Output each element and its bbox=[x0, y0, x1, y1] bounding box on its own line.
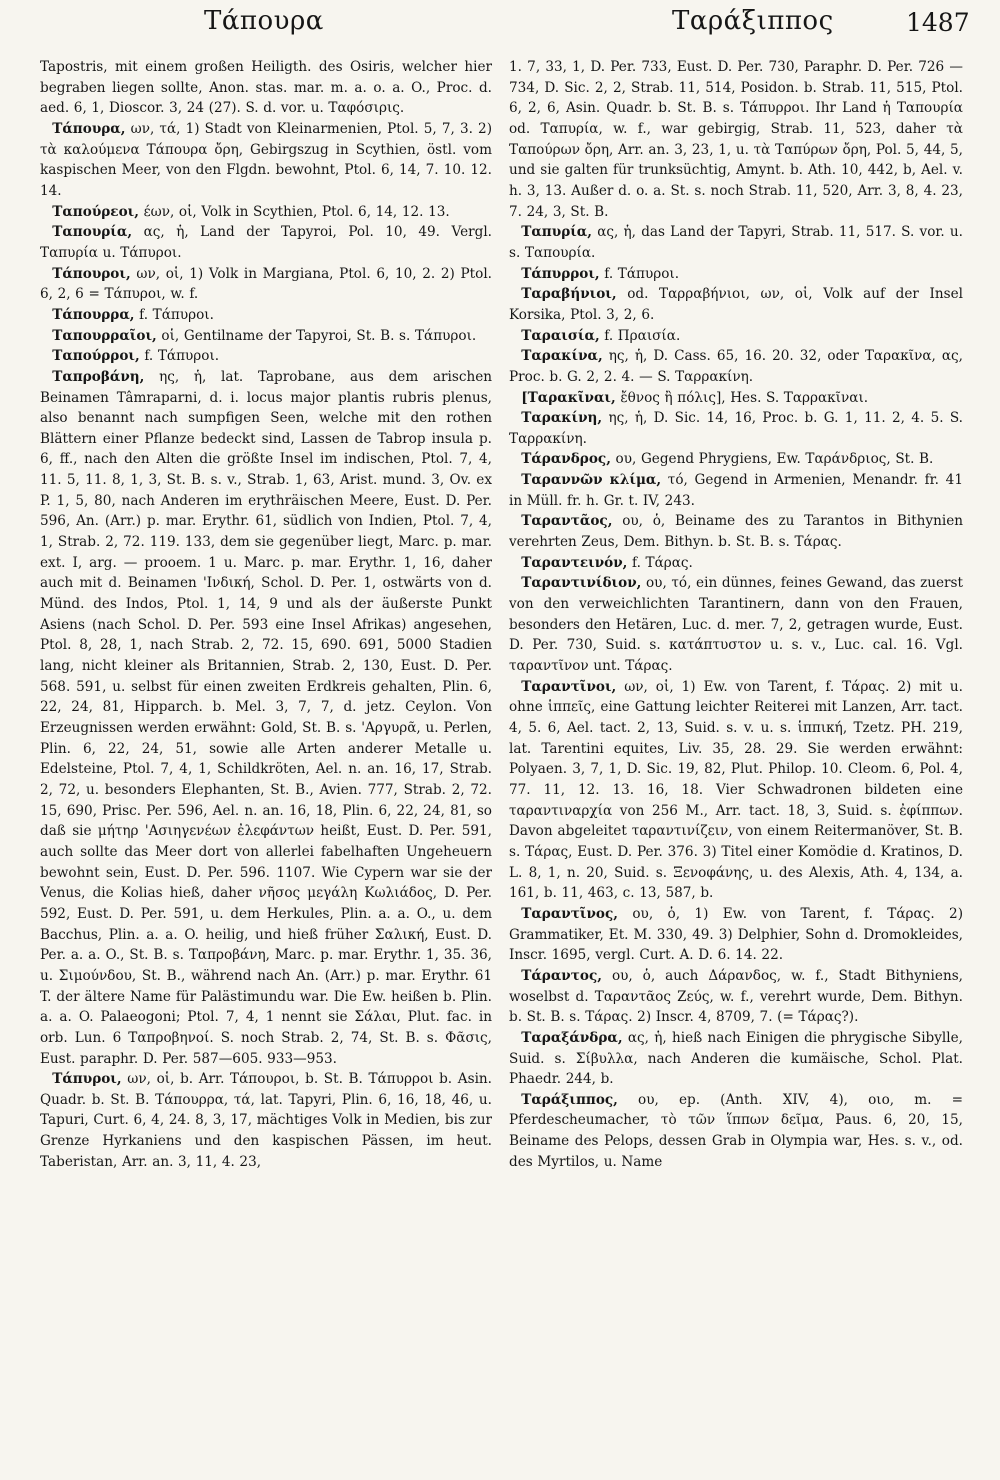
entry-text: 1. 7, 33, 1, D. Per. 733, Eust. D. Per. 730, Paraphr. D. Per. 726 — 734, D. Sic. 2, 2, Strab. 11, 514, Posidon. b. Strab. 11, 515, Ptol. 6, 2, 6, Asin. Quadr. b. St. B. s. Τάπυρροι. Ihr Land ἡ Ταπουρία od. Ταπυρία, w. f., war gebirgig, Strab. 11, 523, daher τὰ Ταπούρων ὄρη, Arr. an. 3, 23, 1, u. τὰ Ταπύρων ὄρη, Pol. 5, 44, 5, und sie galten für trunksüchtig, Amynt. b. Ath. 10, 442, b, Ael. v. h. 3, 13. Außer d. o. a. St. s. noch Strab. 11, 520, Arr. 3, 8, 4. 23, 7. 24, 3, St. B. bbox=[509, 59, 963, 220]
dictionary-entry bbox=[509, 408, 963, 449]
dictionary-entry bbox=[509, 57, 963, 222]
dictionary-entry bbox=[509, 1090, 963, 1173]
entry-text: f. Τάπυροι. bbox=[139, 348, 220, 365]
entry-text: ων, οἱ, 1) Ew. von Tarent, f. Τάρας. 2) mit u. ohne ἱππεῖς, eine Gattung leichter Reiterei mit Lanzen, Arr. tact. 4, 5. 6, Ael. tact. 2, 13, Suid. s. v. u. s. ἱππική, Tzetz. PH. 219, lat. Tarentini equites, Liv. 35, 28. 29. Sie werden erwähnt: Polyaen. 3, 7, 1, D. Sic. 19, 82, Plut. Philop. 10. Cleom. 6, Pol. 4, 77. 11, 12. 13. 16, 18. Vier Schwadronen bildeten eine ταραντιναρχία von 256 M., Arr. tact. 18, 3, Suid. s. ἐφίππων. Davon abgeleitet ταραντινίζειν, von einem Reitermanöver, St. B. s. Τάρας, Eust. D. Per. 376. 3) Titel einer Komödie d. Kratinos, D. L. 8, 1, n. 20, Suid. s. Ξενοφάνης, u. des Alexis, Ath. 4, 134, a. 161, b. 11, 463, c. 13, 587, b. bbox=[509, 678, 963, 902]
page-header bbox=[0, 4, 1000, 44]
entry-text: ου, ὁ, 1) Ew. von Tarent, f. Τάρας. 2) Grammatiker, Et. M. 330, 49. 3) Delphier, Sohn d. Dromokleides, Inscr. 1695, vergl. Curt. A. D. 6. 14. 22. bbox=[509, 905, 963, 964]
entry-text: ων, οἱ, b. Arr. Τάπουροι, b. St. B. Τάπυρροι b. Asin. Quadr. b. St. B. Τάπουρρα, τά, lat. Tapyri, Plin. 6, 16, 18, 46, u. Tapuri, Curt. 6, 4, 24. 8, 3, 17, mächtiges Volk in Medien, bis zur Grenze Hyrkaniens und den kaspischen Pässen, im heut. Taberistan, Arr. an. 3, 11, 4. 23, bbox=[40, 1071, 492, 1170]
entry-headword: Ταραξάνδρα, bbox=[521, 1029, 623, 1046]
dictionary-entry bbox=[40, 222, 492, 263]
entry-text: έων, οἱ, Volk in Scythien, Ptol. 6, 14, 12. 13. bbox=[138, 203, 450, 220]
entry-text: ων, τά, 1) Stadt von Kleinarmenien, Ptol. 5, 7, 3. 2) τὰ καλούμενα Τάπουρα ὄρη, Gebirgszug in Scythien, östl. vom kaspischen Meer, von den Flgdn. bewohnt, Ptol. 6, 14, 7. 10. 12. 14. bbox=[40, 120, 492, 199]
entry-headword: Τάρανδρος, bbox=[521, 451, 611, 468]
dictionary-entry bbox=[509, 222, 963, 263]
entry-headword: Ταραισία, bbox=[521, 327, 600, 344]
dictionary-entry bbox=[509, 449, 963, 470]
entry-headword: Ταπουρία, bbox=[52, 224, 133, 241]
dictionary-entry bbox=[509, 904, 963, 966]
entry-text: f. Τάρας. bbox=[627, 554, 693, 571]
entry-headword: Ταπυρία, bbox=[521, 224, 593, 241]
entry-text: ἔθνος ἢ πόλις], Hes. S. Ταρρακῖναι. bbox=[615, 389, 869, 406]
entry-headword: Ταραντῖνοι, bbox=[521, 678, 617, 695]
dictionary-entry bbox=[40, 346, 492, 367]
entry-text: Tapostris, mit einem großen Heiligth. des Osiris, welcher hier begraben liegen sollte, Anon. stas. mar. m. a. o. a. O., Proc. d. aed. 6, 1, Dioscor. 3, 24 (27). S. d. vor. u. Ταφόσιρις. bbox=[40, 59, 492, 117]
entry-text: ας, ἡ, hieß nach Einigen die phrygische Sibylle, Suid. s. Σίβυλλα, nach Anderen die kumäische, Schol. Plat. Phaedr. 244, b. bbox=[509, 1029, 963, 1088]
entry-headword: Ταραντῖνος, bbox=[521, 905, 618, 922]
entry-text: ων, οἱ, 1) Volk in Margiana, Ptol. 6, 10, 2. 2) Ptol. 6, 2, 6 = Τάπυροι, w. f. bbox=[40, 265, 492, 303]
dictionary-entry bbox=[509, 1028, 963, 1090]
dictionary-entry bbox=[509, 388, 963, 409]
entry-text: ης, ἡ, lat. Taprobane, aus dem arischen Beinamen Tâmraparni, d. i. locus major plantis rubris plenus, also benannt nach sumpfigen Seen, welche mit den rothen Blättern einer Pflanze bedeckt sind, Lassen de Tabrop insula p. 6, ff., nach den Alten die größte Insel im indischen, Ptol. 7, 4, 11. 5, 11. 8, 1, 3, St. B. s. v., Strab. 1, 63, Arist. mund. 3, Ov. ex P. 1, 5, 80, nach Anderen im erythräischen Meere, Eust. D. Per. 596, An. (Arr.) p. mar. Erythr. 61, südlich von Indien, Ptol. 7, 4, 1, Strab. 2, 72. 119. 133, dem sie gegenüber liegt, Marc. p. mar. ext. I, arg. — prooem. 1 u. Marc. p. mar. Erythr. 1, 16, daher auch mit d. Beinamen 'Ινδική, Schol. D. Per. 1, ostwärts von d. Münd. des Indos, Ptol. 1, 14, 9 und als der äußerste Punkt Asiens (nach Schol. D. Per. 593 eine Insel Afrikas) angesehen, Ptol. 8, 28, 1, nach Strab. 2, 72. 15, 690. 691, 5000 Stadien lang, nicht kleiner als Britannien, Strab. 2, 130, Eust. D. Per. 568. 591, u. selbst für einen zweiten Erdkreis gehalten, Plin. 6, 22, 24, 81, Hipparch. b. Mel. 3, 7, 7, d. jetz. Ceylon. Von Erzeugnissen werden erwähnt: Gold, St. B. s. 'Αργυρᾶ, u. Perlen, Plin. 6, 22, 24, 51, sowie alle Arten anderer Metalle u. Edelsteine, Ptol. 7, 4, 1, Schildkröten, Ael. n. an. 16, 17, Strab. 2, 72, u. besonders Elephanten, St. B., Avien. 777, Strab. 2, 72. 15, 690, Prisc. Per. 596, Ael. n. an. 16, 18, Plin. 6, 22, 24, 81, so daß sie μήτηρ 'Ασιηγενέων ἐλεφάντων heißt, Eust. D. Per. 591, auch sollte das Meer dort von allerlei fabelhaften Ungeheuern bewohnt sein, Eust. D. Per. 596. 1107. Wie Cypern war sie der Venus, die Kolias hieß, daher νῆσος μεγάλη Κωλιάδος, D. Per. 592, Eust. D. Per. 591, u. dem Herkules, Plin. a. a. O., u. dem Bacchus, Plin. a. a. O. heilig, und hieß früher Σαλική, Eust. D. Per. a. a. O., St. B. s. Ταπροβάνη, Marc. p. mar. Erythr. 1, 35. 36, u. Σιμούνδου, St. B., während nach An. (Arr.) p. mar. Erythr. 61 T. der ältere Name für Palästimundu war. Die Ew. heißen b. Plin. a. a. O. Palaeogoni; Ptol. 7, 4, 1 nennt sie Σάλαι, Plut. fac. in orb. Lun. 6 Ταπροβηνοί. S. noch Strab. 2, 74, St. B. s. Φᾶσις, Eust. paraphr. D. Per. 587—605. 933—953. bbox=[40, 368, 492, 1067]
entry-headword: [Ταρακῖναι, bbox=[521, 389, 616, 406]
dictionary-entry bbox=[509, 677, 963, 904]
dictionary-entry bbox=[509, 511, 963, 552]
entry-headword: Τάπυρροι, bbox=[521, 265, 600, 282]
entry-headword: Ταραβήνιοι, bbox=[521, 286, 617, 303]
left-column bbox=[40, 57, 492, 1462]
dictionary-entry bbox=[40, 305, 492, 326]
entry-headword: Τάπουρρα, bbox=[52, 306, 135, 323]
entry-headword: Ταπουρραῖοι, bbox=[52, 327, 157, 344]
left-running-head: Τάπουρα bbox=[204, 6, 324, 36]
entry-headword: Ταραντεινόν, bbox=[521, 554, 628, 571]
dictionary-entry bbox=[509, 966, 963, 1028]
dictionary-entry bbox=[40, 202, 492, 223]
entry-headword: Τάπυροι, bbox=[52, 1071, 122, 1088]
entry-headword: Ταρακίνη, bbox=[521, 410, 603, 427]
dictionary-entry bbox=[509, 573, 963, 676]
dictionary-entry bbox=[509, 553, 963, 574]
entry-text: ας, ἡ, das Land der Tapyri, Strab. 11, 517. S. vor. u. s. Ταπουρία. bbox=[509, 224, 963, 261]
entry-text: τό, Gegend in Armenien, Menandr. fr. 41 in Müll. fr. h. Gr. t. IV, 243. bbox=[509, 472, 963, 509]
entry-headword: Ταραννῶν κλίμα, bbox=[521, 472, 662, 489]
entry-text: f. Τάπυροι. bbox=[599, 265, 680, 282]
entry-text: od. Ταρραβήνιοι, ων, οἱ, Volk auf der Insel Korsika, Ptol. 3, 2, 6. bbox=[509, 286, 963, 323]
entry-headword: Ταράξιππος, bbox=[521, 1091, 618, 1108]
dictionary-entry bbox=[509, 326, 963, 347]
entry-headword: Τάραντος, bbox=[521, 967, 602, 984]
entry-headword: Ταπούρεοι, bbox=[52, 203, 139, 220]
dictionary-entry bbox=[40, 119, 492, 202]
dictionary-entry bbox=[40, 264, 492, 305]
entry-text: f. Πραισία. bbox=[599, 327, 681, 344]
entry-headword: Ταπροβάνη, bbox=[52, 368, 145, 385]
entry-headword: Ταραντᾶος, bbox=[521, 513, 613, 530]
right-column bbox=[509, 57, 963, 1462]
entry-text: ου, ὁ, Beiname des zu Tarantos in Bithynien verehrten Zeus, Dem. Bithyn. b. St. B. s. Τάρας. bbox=[509, 513, 963, 551]
entry-headword: Ταρακίνα, bbox=[521, 348, 603, 365]
dictionary-entry bbox=[509, 264, 963, 285]
entry-headword: Τάπουρα, bbox=[52, 120, 126, 137]
entry-text: ου, Gegend Phrygiens, Ew. Ταράνδριος, St. B. bbox=[610, 451, 934, 468]
dictionary-entry bbox=[509, 470, 963, 511]
dictionary-entry bbox=[40, 1069, 492, 1172]
entry-text: ου, ep. (Anth. XIV, 4), οιο, m. = Pferdescheumacher, τὸ τῶν ἵππων δεῖμα, Paus. 6, 20, 15, Beiname des Pelops, dessen Grab in Olympia war, Hes. s. v., od. des Myrtilos, u. Name bbox=[509, 1091, 963, 1170]
dictionary-entry bbox=[40, 326, 492, 347]
entry-headword: Ταπούρροι, bbox=[52, 348, 140, 365]
entry-text: οἱ, Gentilname der Tapyroi, St. B. s. Τάπυροι. bbox=[156, 327, 477, 344]
entry-headword: Τάπουροι, bbox=[52, 265, 131, 282]
entry-text: f. Τάπυροι. bbox=[134, 306, 214, 323]
dictionary-entry bbox=[509, 284, 963, 325]
entry-text: ου, τό, ein dünnes, feines Gewand, das zuerst von den verweichlichten Tarantinern, dann von den Frauen, besonders den Hetären, Luc. d. mer. 7, 2, getragen wurde, Eust. D. Per. 730, Suid. s. κατάπτυστον u. s. v., Luc. cal. 16. Vgl. ταραντῖνον unt. Τάρας. bbox=[509, 575, 963, 675]
entry-headword: Ταραντινίδιον, bbox=[521, 575, 642, 592]
page-number: 1487 bbox=[906, 8, 970, 37]
entry-text: ης, ἡ, D. Sic. 14, 16, Proc. b. G. 1, 11. 2, 4. 5. S. Ταρρακίνη. bbox=[509, 410, 963, 447]
entry-text: ας, ἡ, Land der Tapyroi, Pol. 10, 49. Vergl. Ταπυρία u. Τάπυροι. bbox=[40, 224, 492, 261]
right-running-head: Ταράξιππος bbox=[672, 6, 834, 36]
entry-text: ου, ὁ, auch Δάρανδος, w. f., Stadt Bithyniens, woselbst d. Ταραντᾶος Ζεύς, w. f., verehrt wurde, Dem. Bithyn. b. St. B. s. Τάρας. 2) Inscr. 4, 8709, 7. (= Τάρας?). bbox=[509, 967, 963, 1026]
dictionary-entry bbox=[40, 57, 492, 119]
entry-text: ης, ἡ, D. Cass. 65, 16. 20. 32, oder Ταρακῖνα, ας, Proc. b. G. 2, 2. 4. — S. Ταρρακίνη. bbox=[509, 348, 963, 385]
dictionary-entry bbox=[40, 367, 492, 1069]
dictionary-entry bbox=[509, 346, 963, 387]
